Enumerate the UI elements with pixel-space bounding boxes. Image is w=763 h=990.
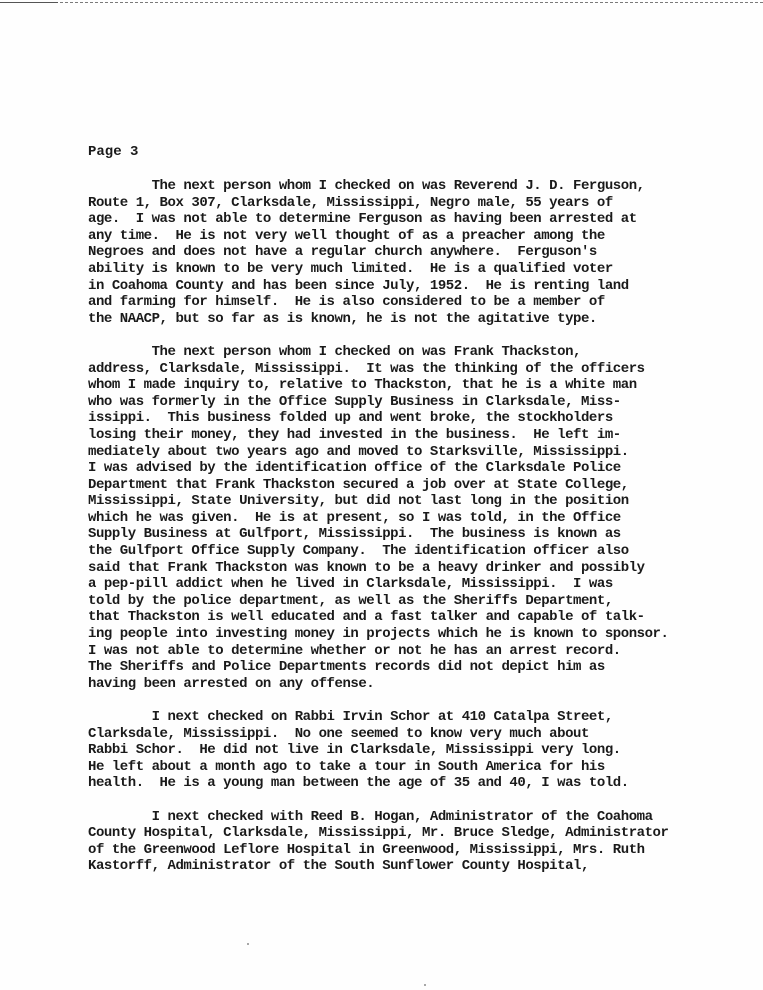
text-line: and farming for himself. He is also considered to be a member of (88, 294, 605, 311)
text-line: I was advised by the identification office of the Clarksdale Police (88, 460, 621, 477)
top-solid-rule (0, 2, 58, 3)
text-line: I was not able to determine whether or not he has an arrest record. (88, 642, 621, 659)
text-line: I next checked with Reed B. Hogan, Administrator of the Coahoma (88, 808, 653, 825)
text-line: that Thackston is well educated and a fast talker and capable of talk- (88, 609, 645, 626)
text-line: who was formerly in the Office Supply Business in Clarksdale, Miss- (88, 393, 621, 410)
text-line: whom I made inquiry to, relative to Thackston, that he is a white man (88, 377, 637, 394)
paragraph-1 (88, 178, 758, 327)
text-line: issippi. This business folded up and went broke, the stockholders (88, 410, 613, 427)
text-line: of the Greenwood Leflore Hospital in Greenwood, Mississippi, Mrs. Ruth (88, 841, 645, 858)
paper-speck (247, 943, 249, 945)
text-line: in Coahoma County and has been since July, 1952. He is renting land (88, 277, 629, 294)
top-dashed-rule (0, 2, 763, 3)
text-line: Clarksdale, Mississippi. No one seemed to know very much about (88, 725, 589, 742)
text-line: told by the police department, as well as the Sheriffs Department, (88, 592, 613, 609)
text-line: the Gulfport Office Supply Company. The identification officer also (88, 543, 629, 560)
text-line: Department that Frank Thackston secured a job over at State College, (88, 476, 629, 493)
text-line: Negroes and does not have a regular church anywhere. Ferguson's (88, 244, 597, 261)
text-line: address, Clarksdale, Mississippi. It was the thinking of the officers (88, 360, 645, 377)
text-line: The next person whom I checked on was Frank Thackston, (88, 343, 581, 360)
text-line: I next checked on Rabbi Irvin Schor at 410 Catalpa Street, (88, 709, 613, 725)
text-line: Rabbi Schor. He did not live in Clarksdale, Mississippi very long. (88, 742, 621, 759)
paragraph-4 (88, 809, 758, 875)
text-line: age. I was not able to determine Ferguson as having been arrested at (88, 211, 637, 228)
text-line: Route 1, Box 307, Clarksdale, Mississippi, Negro male, 55 years of (88, 194, 613, 211)
text-line: Kastorff, Administrator of the South Sunflower County Hospital, (88, 858, 589, 875)
text-line: health. He is a young man between the age of 35 and 40, I was told. (88, 775, 629, 792)
text-line: He left about a month ago to take a tour in South America for his (88, 758, 605, 775)
text-line: Mississippi, State University, but did not last long in the position (88, 493, 629, 510)
text-line: The Sheriffs and Police Departments records did not depict him as (88, 659, 605, 676)
text-line: County Hospital, Clarksdale, Mississippi, Mr. Bruce Sledge, Administrator (88, 825, 669, 842)
text-line: a pep-pill addict when he lived in Clarksdale, Mississippi. I was (88, 576, 613, 593)
page-top-edge (0, 0, 763, 6)
paper-speck (424, 984, 426, 986)
text-line: said that Frank Thackston was known to be a heavy drinker and possibly (88, 559, 645, 576)
paragraph-2 (88, 344, 758, 692)
text-line: The next person whom I checked on was Reverend J. D. Ferguson, (88, 178, 645, 194)
text-line: mediately about two years ago and moved to Starksville, Mississippi. (88, 443, 629, 460)
text-line: which he was given. He is at present, so I was told, in the Office (88, 509, 621, 526)
paragraph-3 (88, 709, 758, 792)
text-line: the NAACP, but so far as is known, he is not the agitative type. (88, 310, 597, 327)
text-line: Supply Business at Gulfport, Mississippi. The business is known as (88, 526, 621, 543)
page-number: Page 3 (88, 144, 139, 160)
document-body (88, 178, 758, 892)
text-line: losing their money, they had invested in the business. He left im- (88, 426, 621, 443)
text-line: ability is known to be very much limited. He is a qualified voter (88, 260, 613, 277)
text-line: having been arrested on any offense. (88, 675, 375, 692)
text-line: ing people into investing money in projects which he is known to sponsor. (88, 626, 669, 643)
text-line: any time. He is not very well thought of as a preacher among the (88, 227, 605, 244)
